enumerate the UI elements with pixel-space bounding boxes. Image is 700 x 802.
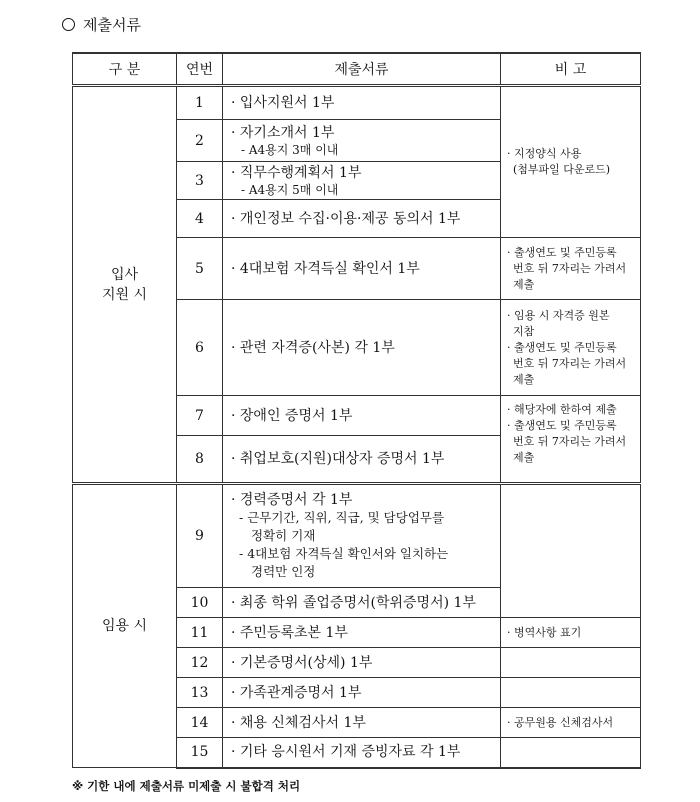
row-number: 8 (177, 436, 223, 484)
remark-cell: · 공무원용 신체검사서 (501, 708, 641, 738)
category-application: 입사 지원 시 (73, 86, 177, 484)
document-name: · 최종 학위 졸업증명서(학위증명서) 1부 (223, 588, 501, 618)
row-number: 10 (177, 588, 223, 618)
footer-note: ※ 기한 내에 제출서류 미제출 시 불합격 처리 (72, 779, 301, 793)
table-row (73, 484, 641, 588)
category-appointment: 임용 시 (73, 484, 177, 768)
documents-table (72, 52, 641, 769)
row-number: 15 (177, 738, 223, 768)
header-number: 연번 (177, 53, 223, 86)
header-documents: 제출서류 (223, 53, 501, 86)
document-name: · 기본증명서(상세) 1부 (223, 648, 501, 678)
row-number: 13 (177, 678, 223, 708)
remark-cell: · 출생연도 및 주민등록 번호 뒤 7자리는 가려서 제출 (501, 238, 641, 300)
header-remarks: 비 고 (501, 53, 641, 86)
document-name: · 장애인 증명서 1부 (223, 396, 501, 436)
remark-cell (501, 678, 641, 708)
section-title: 제출서류 (83, 16, 141, 34)
document-name: · 관련 자격증(사본) 각 1부 (223, 300, 501, 396)
remark-cell: · 병역사항 표기 (501, 618, 641, 648)
document-name: · 채용 신체검사서 1부 (223, 708, 501, 738)
row-number: 1 (177, 86, 223, 120)
remark-cell (501, 738, 641, 768)
remark-cell (501, 648, 641, 678)
row-number: 2 (177, 120, 223, 162)
remark-cell: · 지정양식 사용 (첨부파일 다운로드) (501, 86, 641, 238)
row-number: 3 (177, 162, 223, 200)
row-number: 5 (177, 238, 223, 300)
row-number: 4 (177, 200, 223, 238)
row-number: 11 (177, 618, 223, 648)
document-name: · 개인정보 수집·이용·제공 동의서 1부 (223, 200, 501, 238)
row-number: 7 (177, 396, 223, 436)
header-category: 구 분 (73, 53, 177, 86)
document-name: · 직무수행계획서 1부 - A4용지 5매 이내 (223, 162, 501, 200)
document-name: · 주민등록초본 1부 (223, 618, 501, 648)
table-row (73, 86, 641, 120)
row-number: 9 (177, 484, 223, 588)
row-number: 14 (177, 708, 223, 738)
row-number: 6 (177, 300, 223, 396)
remark-cell: · 해당자에 한하여 제출 · 출생연도 및 주민등록 번호 뒤 7자리는 가려서 제출 (501, 396, 641, 484)
document-name: · 취업보호(지원)대상자 증명서 1부 (223, 436, 501, 484)
table-header-row (73, 53, 641, 86)
circle-bullet-icon (62, 18, 75, 31)
remark-cell: · 임용 시 자격증 원본 지참 · 출생연도 및 주민등록 번호 뒤 7자리는 가려서 제출 (501, 300, 641, 396)
document-name: · 경력증명서 각 1부 - 근무기간, 직위, 직급, 및 담당업무를 정확히 기재 - 4대보험 자격득실 확인서와 일치하는 경력만 인정 (223, 484, 501, 588)
document-name: · 입사지원서 1부 (223, 86, 501, 120)
document-name: · 자기소개서 1부 - A4용지 3매 이내 (223, 120, 501, 162)
document-name: · 가족관계증명서 1부 (223, 678, 501, 708)
remark-cell (501, 484, 641, 618)
document-name: · 4대보험 자격득실 확인서 1부 (223, 238, 501, 300)
section-heading (62, 14, 141, 35)
row-number: 12 (177, 648, 223, 678)
document-name: · 기타 응시원서 기재 증빙자료 각 1부 (223, 738, 501, 768)
